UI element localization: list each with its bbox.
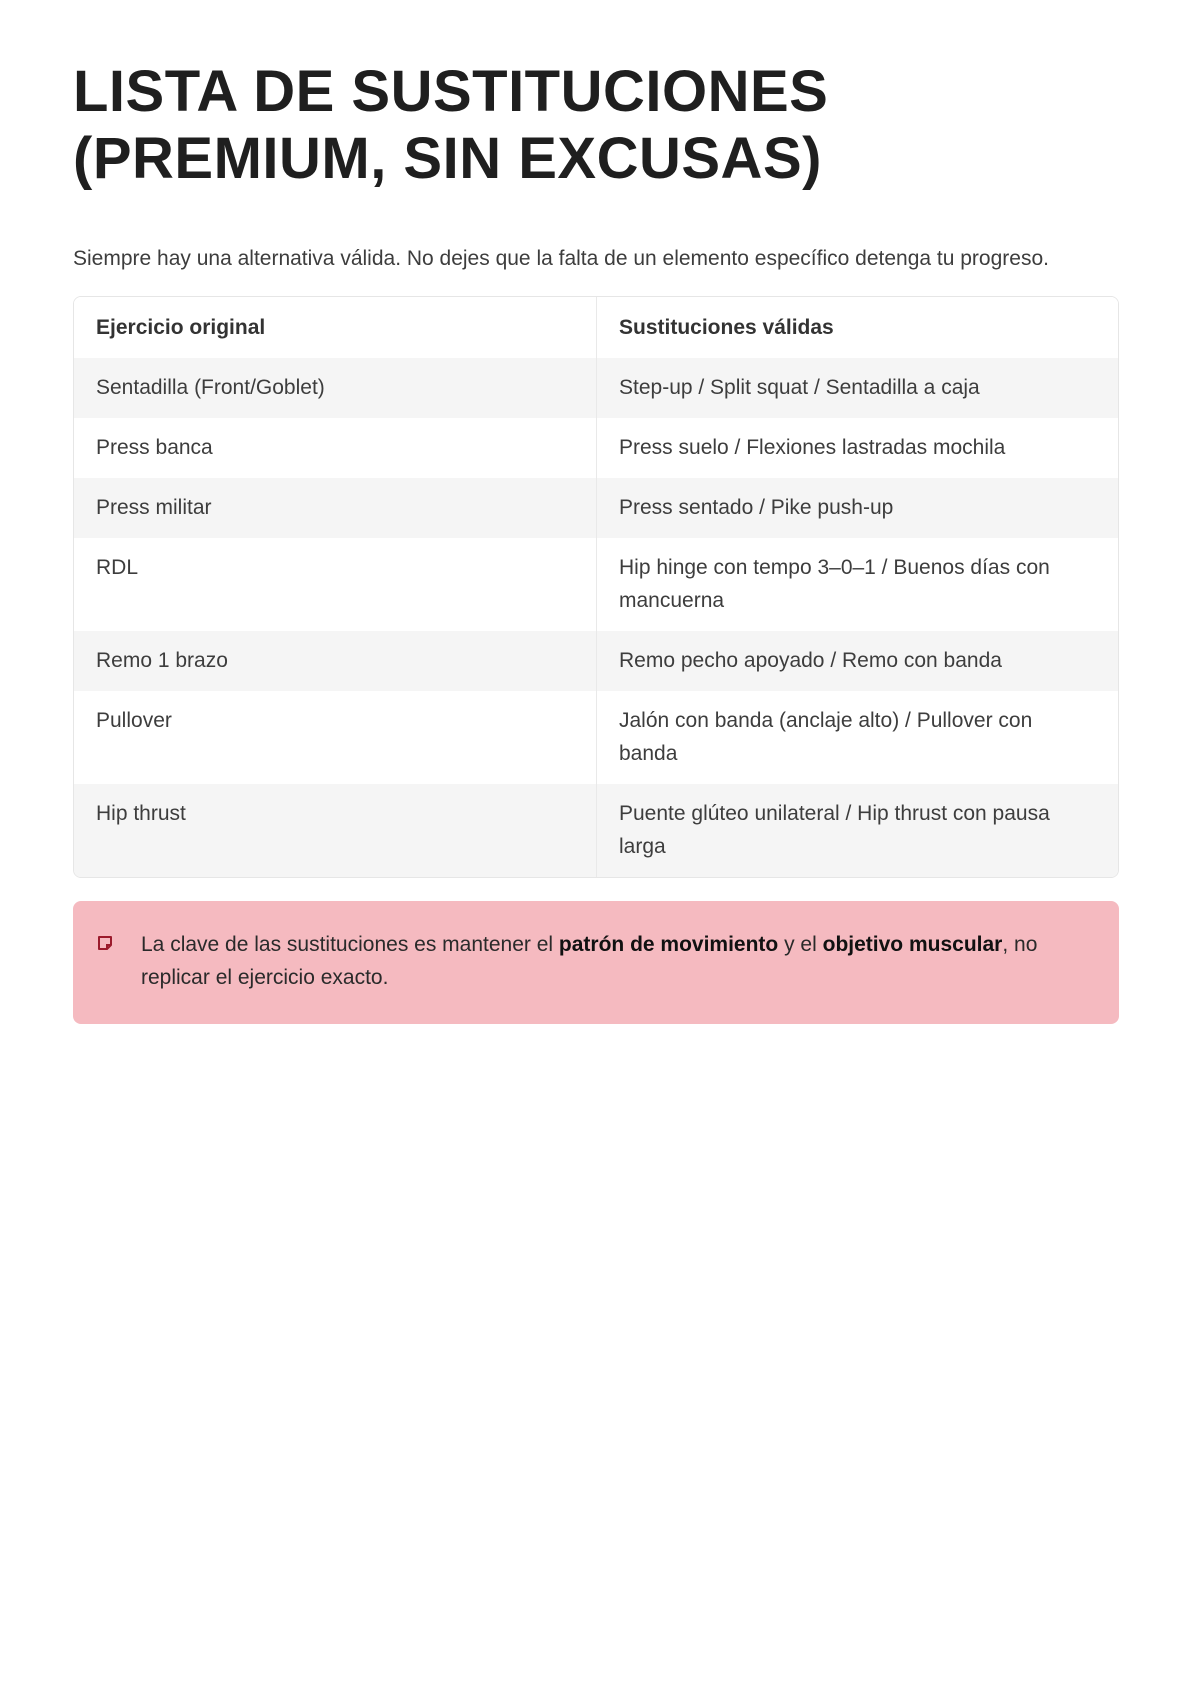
cell-original-exercise: Remo 1 brazo [74,631,596,691]
document [73,58,1119,1024]
column-header-substitutions: Sustituciones válidas [596,297,1118,358]
callout-text: La clave de las sustituciones es mantener el patrón de movimiento y el objetivo muscular, no replicar el ejercicio exacto. [141,933,1038,989]
tip-callout [73,901,1119,1024]
table-row [74,358,1118,418]
note-icon [97,935,113,951]
cell-substitutions: Press suelo / Flexiones lastradas mochila [596,418,1118,478]
callout-bold-pattern: patrón de movimiento [558,933,779,956]
table-row [74,691,1118,784]
cell-substitutions: Hip hinge con tempo 3–0–1 / Buenos días con mancuerna [596,538,1118,631]
table-header-row [74,297,1118,358]
cell-substitutions: Puente glúteo unilateral / Hip thrust con pausa larga [596,784,1118,877]
page-title: LISTA DE SUSTITUCIONES (PREMIUM, SIN EXCUSAS) [73,59,829,191]
cell-original-exercise: Press militar [74,478,596,538]
cell-substitutions: Remo pecho apoyado / Remo con banda [596,631,1118,691]
intro-paragraph: Siempre hay una alternativa válida. No dejes que la falta de un elemento específico detenga tu progreso. [73,247,1049,270]
substitutions-table [73,296,1119,878]
cell-original-exercise: Hip thrust [74,784,596,877]
table-row [74,631,1118,691]
table-row [74,784,1118,877]
callout-bold-objective: objetivo muscular [822,933,1003,956]
cell-substitutions: Press sentado / Pike push-up [596,478,1118,538]
cell-substitutions: Jalón con banda (anclaje alto) / Pullover con banda [596,691,1118,784]
column-header-original: Ejercicio original [74,297,596,358]
table-row [74,478,1118,538]
cell-substitutions: Step-up / Split squat / Sentadilla a caja [596,358,1118,418]
cell-original-exercise: RDL [96,556,139,579]
cell-original-exercise: Pullover [96,709,172,732]
table-row [74,538,1118,631]
table-row [74,418,1118,478]
cell-original-exercise: Press banca [96,436,213,459]
cell-original-exercise: Sentadilla (Front/Goblet) [74,358,596,418]
